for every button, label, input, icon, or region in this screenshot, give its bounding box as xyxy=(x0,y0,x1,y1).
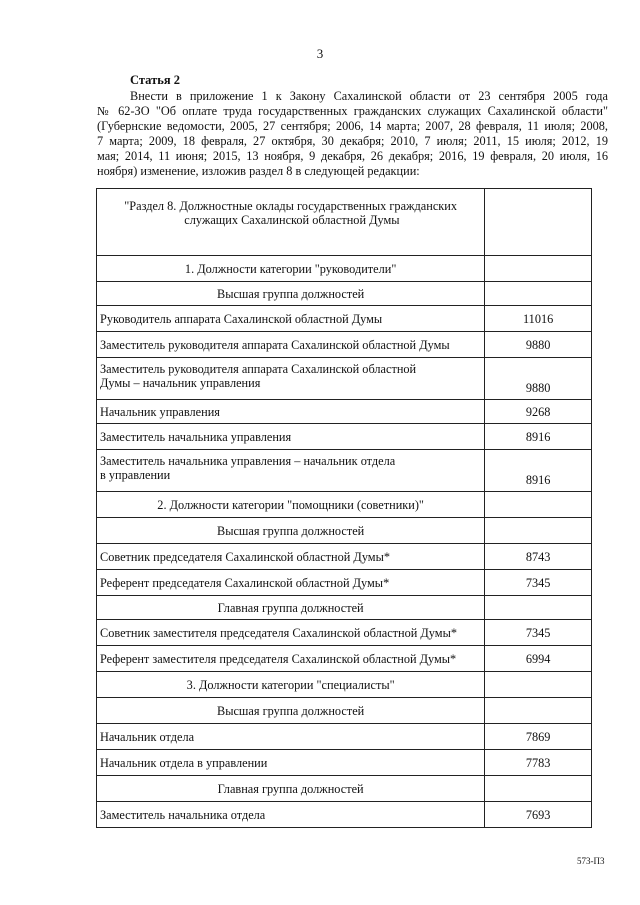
section-row xyxy=(97,256,592,282)
table-row xyxy=(97,400,592,424)
table-row xyxy=(97,570,592,596)
table-header-cell xyxy=(97,189,485,256)
position-name: Советник председателя Сахалинской областной Думы* xyxy=(97,544,485,570)
group-row xyxy=(97,282,592,306)
position-name: Начальник отдела xyxy=(97,724,485,750)
salary-value: 9880 xyxy=(485,332,592,358)
table-row xyxy=(97,332,592,358)
section-title: 3. Должности категории "специалисты" xyxy=(97,672,485,698)
salary-table xyxy=(96,188,592,828)
group-title: Высшая группа должностей xyxy=(97,282,485,306)
article-body xyxy=(97,89,608,178)
table-row xyxy=(97,620,592,646)
table-row xyxy=(97,424,592,450)
position-name-line: Думы – начальник управления xyxy=(100,376,261,390)
article-line: Внести в приложение 1 к Закону Сахалинской области от 23 сентября 2005 года xyxy=(130,89,608,103)
group-row xyxy=(97,776,592,802)
position-name: Начальник управления xyxy=(97,400,485,424)
article-line: (Губернские ведомости, 2005, 27 сентября; 2006, 14 марта; 2007, 28 февраля, 11 июля; 2008, xyxy=(97,118,608,133)
group-value xyxy=(485,776,592,802)
group-title: Главная группа должностей xyxy=(97,596,485,620)
salary-value: 6994 xyxy=(485,646,592,672)
position-name-line: Заместитель руководителя аппарата Сахалинской областной xyxy=(100,362,417,376)
table-row xyxy=(97,802,592,828)
article-line: мая; 2014, 11 июня; 2015, 13 ноября, 9 декабря, 26 декабря; 2016, 19 февраля, 20 июля, 16 xyxy=(97,148,608,163)
salary-value: 9268 xyxy=(485,400,592,424)
table-row xyxy=(97,724,592,750)
group-value xyxy=(485,596,592,620)
article-title: Статья 2 xyxy=(130,73,180,87)
page-number: 3 xyxy=(316,46,324,61)
salary-value: 7693 xyxy=(485,802,592,828)
salary-value: 11016 xyxy=(485,306,592,332)
position-name: Заместитель руководителя аппарата Сахалинской областной Думы xyxy=(97,332,485,358)
table-row xyxy=(97,544,592,570)
salary-value: 8916 xyxy=(485,424,592,450)
position-name: Руководитель аппарата Сахалинской областной Думы xyxy=(97,306,485,332)
table-header-line: "Раздел 8. Должностные оклады государственных гражданских xyxy=(124,199,457,213)
table-row xyxy=(97,358,592,400)
section-value xyxy=(485,672,592,698)
group-row xyxy=(97,518,592,544)
table-header-value-cell xyxy=(485,189,592,256)
table-row xyxy=(97,306,592,332)
position-name-line: в управлении xyxy=(100,468,171,482)
section-value xyxy=(485,256,592,282)
group-row xyxy=(97,698,592,724)
article-line: № 62-ЗО "Об оплате труда государственных гражданских служащих Сахалинской области" xyxy=(97,103,608,118)
position-name: Референт заместителя председателя Сахалинской областной Думы* xyxy=(97,646,485,672)
table-header-row xyxy=(97,189,592,256)
section-title: 1. Должности категории "руководители" xyxy=(97,256,485,282)
salary-value: 7869 xyxy=(485,724,592,750)
group-title: Главная группа должностей xyxy=(97,776,485,802)
group-value xyxy=(485,282,592,306)
position-name xyxy=(97,450,485,492)
section-title: 2. Должности категории "помощники (советники)" xyxy=(97,492,485,518)
salary-value: 9880 xyxy=(485,358,592,400)
section-row xyxy=(97,492,592,518)
position-name: Референт председателя Сахалинской областной Думы* xyxy=(97,570,485,596)
position-name xyxy=(97,358,485,400)
group-title: Высшая группа должностей xyxy=(97,518,485,544)
salary-value: 7345 xyxy=(485,570,592,596)
salary-value: 8743 xyxy=(485,544,592,570)
salary-value: 8916 xyxy=(485,450,592,492)
section-row xyxy=(97,672,592,698)
position-name: Начальник отдела в управлении xyxy=(97,750,485,776)
position-name: Заместитель начальника управления xyxy=(97,424,485,450)
group-value xyxy=(485,518,592,544)
table-row xyxy=(97,750,592,776)
footer-code: 573-П3 xyxy=(577,856,605,866)
position-name: Заместитель начальника отдела xyxy=(97,802,485,828)
article-line: ноября) изменение, изложив раздел 8 в следующей редакции: xyxy=(97,163,420,178)
article-line: 7 марта; 2009, 18 февраля, 27 октября, 30 декабря; 2010, 7 июля; 2011, 15 июля; 2012, 19 xyxy=(97,133,608,148)
group-row xyxy=(97,596,592,620)
position-name: Советник заместителя председателя Сахалинской областной Думы* xyxy=(97,620,485,646)
table-header-line: служащих Сахалинской областной Думы xyxy=(184,213,400,227)
salary-value: 7345 xyxy=(485,620,592,646)
section-value xyxy=(485,492,592,518)
salary-value: 7783 xyxy=(485,750,592,776)
table-row xyxy=(97,450,592,492)
table-row xyxy=(97,646,592,672)
position-name-line: Заместитель начальника управления – начальник отдела xyxy=(100,454,396,468)
group-value xyxy=(485,698,592,724)
group-title: Высшая группа должностей xyxy=(97,698,485,724)
